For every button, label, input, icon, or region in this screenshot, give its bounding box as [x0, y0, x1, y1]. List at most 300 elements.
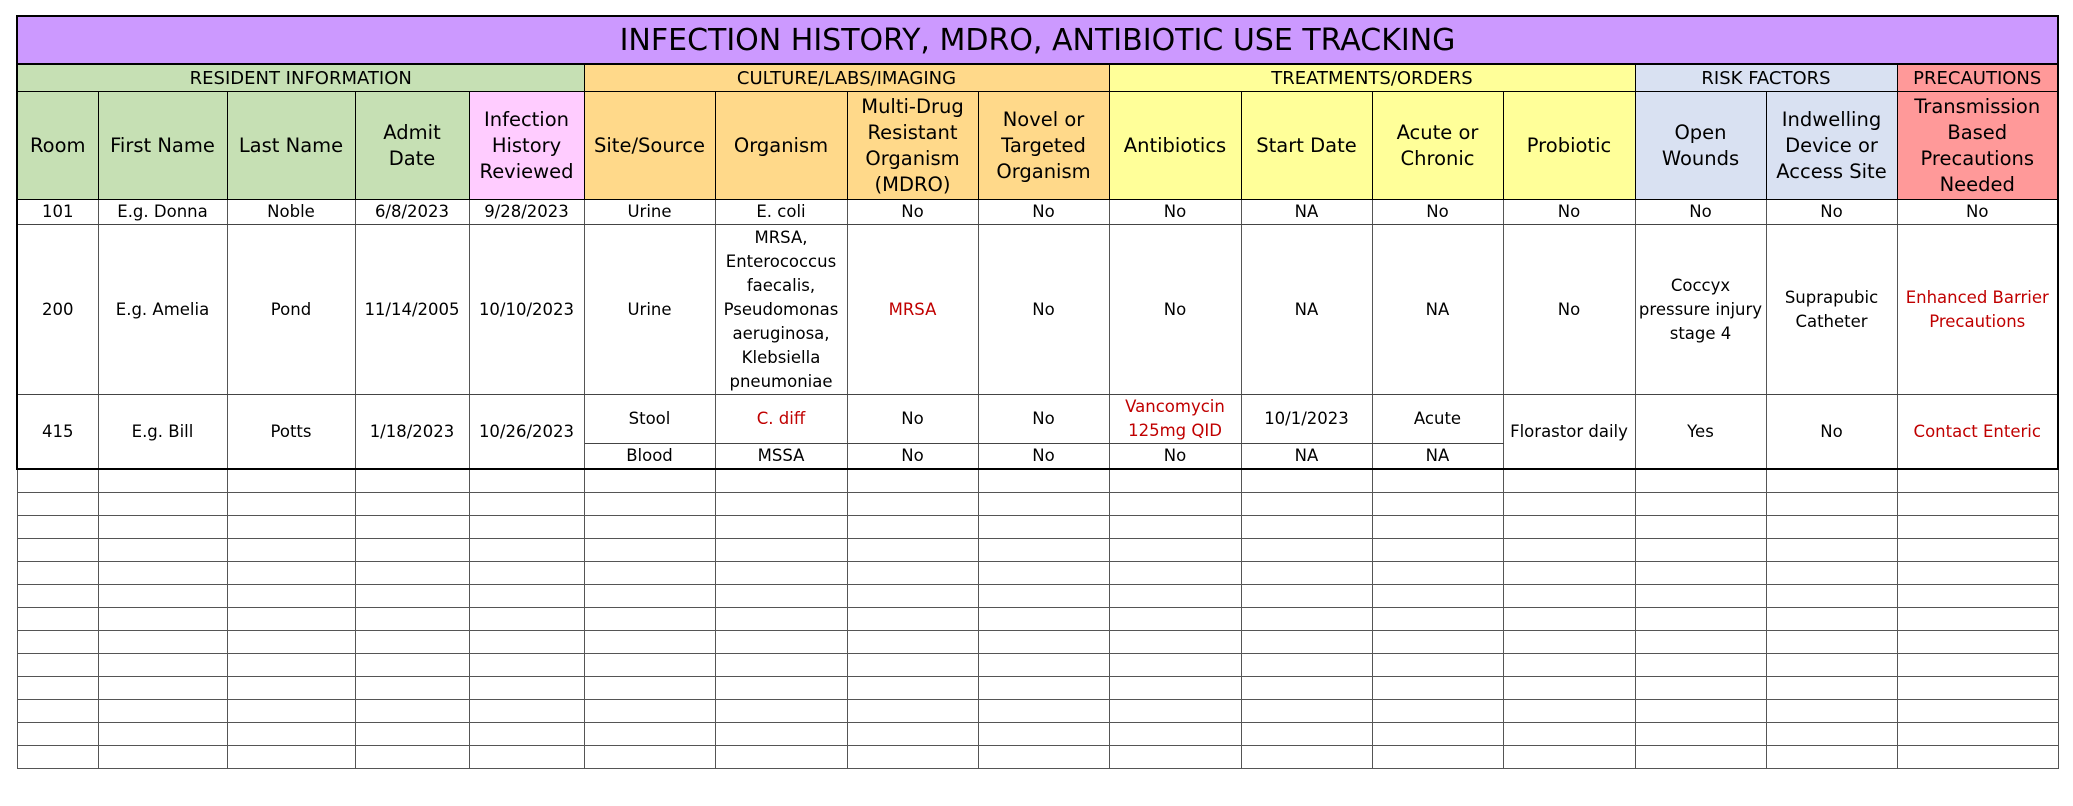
empty-cell[interactable]	[584, 516, 715, 539]
empty-cell[interactable]	[1635, 700, 1766, 723]
empty-cell[interactable]	[227, 700, 355, 723]
col-header-infection-history: Infection History Reviewed	[469, 92, 584, 200]
empty-cell[interactable]	[1897, 746, 2058, 769]
empty-cell[interactable]	[978, 516, 1109, 539]
empty-cell[interactable]	[355, 677, 469, 700]
empty-cell[interactable]	[1897, 469, 2058, 493]
empty-cell[interactable]	[1503, 654, 1635, 677]
cell-infection-history[interactable]: 10/26/2023	[469, 395, 584, 470]
col-header-organism: Organism	[715, 92, 847, 200]
col-header-site-source: Site/Source	[584, 92, 715, 200]
empty-cell[interactable]	[1241, 539, 1372, 562]
empty-row	[17, 608, 2058, 631]
empty-cell[interactable]	[1109, 608, 1241, 631]
empty-cell[interactable]	[227, 677, 355, 700]
empty-cell[interactable]	[1766, 631, 1897, 654]
empty-cell[interactable]	[227, 469, 355, 493]
empty-cell[interactable]	[1897, 608, 2058, 631]
empty-cell[interactable]	[17, 746, 98, 769]
empty-cell[interactable]	[1635, 469, 1766, 493]
empty-cell[interactable]	[98, 562, 227, 585]
cell-indwelling-device[interactable]: No	[1766, 395, 1897, 470]
cell-start-date[interactable]: NA	[1241, 200, 1372, 225]
empty-cell[interactable]	[978, 539, 1109, 562]
empty-cell[interactable]	[978, 562, 1109, 585]
empty-cell[interactable]	[469, 539, 584, 562]
cell-novel-organism[interactable]: No	[978, 444, 1109, 470]
empty-cell[interactable]	[584, 654, 715, 677]
empty-cell[interactable]	[978, 469, 1109, 493]
empty-cell[interactable]	[1897, 654, 2058, 677]
empty-cell[interactable]	[17, 585, 98, 608]
empty-cell[interactable]	[227, 654, 355, 677]
cell-first-name[interactable]: E.g. Amelia	[98, 225, 227, 395]
cell-admit-date[interactable]: 11/14/2005	[355, 225, 469, 395]
empty-cell[interactable]	[17, 516, 98, 539]
cell-infection-history[interactable]: 10/10/2023	[469, 225, 584, 395]
cell-novel-organism[interactable]: No	[978, 395, 1109, 444]
empty-cell[interactable]	[1635, 654, 1766, 677]
col-header-room: Room	[17, 92, 98, 200]
empty-cell[interactable]	[227, 516, 355, 539]
cell-probiotic[interactable]: No	[1503, 200, 1635, 225]
empty-row	[17, 585, 2058, 608]
empty-cell[interactable]	[1372, 539, 1503, 562]
empty-cell[interactable]	[1109, 539, 1241, 562]
empty-cell[interactable]	[1372, 746, 1503, 769]
col-header-transmission-precautions: Transmission Based Precautions Needed	[1897, 92, 2058, 200]
empty-cell[interactable]	[17, 700, 98, 723]
empty-cell[interactable]	[1897, 516, 2058, 539]
cell-mdro[interactable]: No	[847, 444, 978, 470]
empty-cell[interactable]	[1635, 631, 1766, 654]
empty-cell[interactable]	[355, 585, 469, 608]
col-header-indwelling-device: Indwelling Device or Access Site	[1766, 92, 1897, 200]
empty-cell[interactable]	[17, 493, 98, 516]
empty-cell[interactable]	[847, 723, 978, 746]
cell-mdro[interactable]: No	[847, 200, 978, 225]
cell-antibiotics[interactable]: No	[1109, 444, 1241, 470]
empty-cell[interactable]	[1503, 631, 1635, 654]
empty-cell[interactable]	[1372, 469, 1503, 493]
empty-cell[interactable]	[1635, 539, 1766, 562]
empty-cell[interactable]	[469, 631, 584, 654]
empty-cell[interactable]	[1635, 562, 1766, 585]
empty-cell[interactable]	[584, 493, 715, 516]
empty-cell[interactable]	[1897, 539, 2058, 562]
cell-start-date[interactable]: NA	[1241, 225, 1372, 395]
empty-cell[interactable]	[1897, 562, 2058, 585]
cell-room[interactable]: 415	[17, 395, 98, 470]
group-treatments-orders: TREATMENTS/ORDERS	[1109, 64, 1635, 92]
empty-cell[interactable]	[715, 469, 847, 493]
empty-cell[interactable]	[469, 469, 584, 493]
empty-cell[interactable]	[847, 562, 978, 585]
empty-cell[interactable]	[847, 585, 978, 608]
empty-cell[interactable]	[1766, 700, 1897, 723]
empty-cell[interactable]	[1503, 539, 1635, 562]
cell-infection-history[interactable]: 9/28/2023	[469, 200, 584, 225]
empty-cell[interactable]	[1372, 562, 1503, 585]
empty-cell[interactable]	[469, 700, 584, 723]
cell-open-wounds[interactable]: Coccyx pressure injury stage 4	[1635, 225, 1766, 395]
empty-cell[interactable]	[1635, 493, 1766, 516]
empty-cell[interactable]	[1635, 585, 1766, 608]
cell-room[interactable]: 200	[17, 225, 98, 395]
empty-cell[interactable]	[1503, 608, 1635, 631]
cell-last-name[interactable]: Pond	[227, 225, 355, 395]
empty-cell[interactable]	[1109, 700, 1241, 723]
empty-cell[interactable]	[1109, 562, 1241, 585]
empty-cell[interactable]	[1503, 516, 1635, 539]
empty-cell[interactable]	[1503, 469, 1635, 493]
empty-cell[interactable]	[715, 493, 847, 516]
empty-cell[interactable]	[1109, 677, 1241, 700]
empty-cell[interactable]	[1109, 516, 1241, 539]
empty-cell[interactable]	[1635, 723, 1766, 746]
cell-open-wounds[interactable]: Yes	[1635, 395, 1766, 470]
empty-cell[interactable]	[1503, 746, 1635, 769]
cell-start-date[interactable]: 10/1/2023	[1241, 395, 1372, 444]
group-risk-factors: RISK FACTORS	[1635, 64, 1897, 92]
empty-cell[interactable]	[227, 562, 355, 585]
empty-cell[interactable]	[1241, 654, 1372, 677]
col-header-novel-organism: Novel or Targeted Organism	[978, 92, 1109, 200]
empty-cell[interactable]	[1372, 608, 1503, 631]
empty-row	[17, 654, 2058, 677]
empty-cell[interactable]	[469, 746, 584, 769]
empty-cell[interactable]	[584, 469, 715, 493]
cell-site-source[interactable]: Stool	[584, 395, 715, 444]
empty-cell[interactable]	[17, 608, 98, 631]
cell-probiotic[interactable]: Florastor daily	[1503, 395, 1635, 470]
cell-admit-date[interactable]: 6/8/2023	[355, 200, 469, 225]
empty-cell[interactable]	[847, 493, 978, 516]
cell-site-source[interactable]: Blood	[584, 444, 715, 470]
empty-cell[interactable]	[1766, 723, 1897, 746]
empty-cell[interactable]	[17, 562, 98, 585]
empty-row	[17, 631, 2058, 654]
cell-site-source[interactable]: Urine	[584, 200, 715, 225]
col-header-acute-chronic: Acute or Chronic	[1372, 92, 1503, 200]
cell-indwelling-device[interactable]: Suprapubic Catheter	[1766, 225, 1897, 395]
empty-cell[interactable]	[978, 654, 1109, 677]
empty-cell[interactable]	[355, 700, 469, 723]
empty-cell[interactable]	[715, 654, 847, 677]
empty-cell[interactable]	[1241, 677, 1372, 700]
empty-cell[interactable]	[978, 700, 1109, 723]
empty-row	[17, 539, 2058, 562]
empty-cell[interactable]	[1109, 585, 1241, 608]
empty-cell[interactable]	[98, 700, 227, 723]
cell-organism[interactable]: MSSA	[715, 444, 847, 470]
col-header-mdro: Multi-Drug Resistant Organism (MDRO)	[847, 92, 978, 200]
empty-cell[interactable]	[1766, 677, 1897, 700]
empty-cell[interactable]	[227, 631, 355, 654]
cell-last-name[interactable]: Noble	[227, 200, 355, 225]
empty-cell[interactable]	[227, 608, 355, 631]
empty-cell[interactable]	[355, 493, 469, 516]
empty-cell[interactable]	[1372, 654, 1503, 677]
empty-cell[interactable]	[978, 723, 1109, 746]
cell-start-date[interactable]: NA	[1241, 444, 1372, 470]
empty-cell[interactable]	[469, 608, 584, 631]
empty-cell[interactable]	[978, 746, 1109, 769]
empty-cell[interactable]	[355, 654, 469, 677]
empty-cell[interactable]	[1372, 516, 1503, 539]
empty-cell[interactable]	[1109, 723, 1241, 746]
empty-cell[interactable]	[584, 562, 715, 585]
group-culture-labs-imaging: CULTURE/LABS/IMAGING	[584, 64, 1109, 92]
sheet-title: INFECTION HISTORY, MDRO, ANTIBIOTIC USE TRACKING	[17, 16, 2058, 64]
empty-row	[17, 746, 2058, 769]
empty-cell[interactable]	[1503, 493, 1635, 516]
empty-cell[interactable]	[469, 723, 584, 746]
empty-cell[interactable]	[715, 746, 847, 769]
empty-cell[interactable]	[1241, 746, 1372, 769]
empty-cell[interactable]	[1897, 723, 2058, 746]
empty-cell[interactable]	[17, 539, 98, 562]
cell-mdro[interactable]: No	[847, 395, 978, 444]
empty-cell[interactable]	[227, 539, 355, 562]
empty-cell[interactable]	[17, 677, 98, 700]
empty-cell[interactable]	[1503, 562, 1635, 585]
cell-indwelling-device[interactable]: No	[1766, 200, 1897, 225]
empty-cell[interactable]	[1766, 654, 1897, 677]
empty-cell[interactable]	[978, 493, 1109, 516]
empty-cell[interactable]	[355, 723, 469, 746]
empty-cell[interactable]	[98, 539, 227, 562]
empty-cell[interactable]	[1372, 631, 1503, 654]
empty-cell[interactable]	[1766, 493, 1897, 516]
empty-cell[interactable]	[584, 677, 715, 700]
empty-rows	[17, 469, 2058, 769]
cell-organism[interactable]: C. diff	[715, 395, 847, 444]
empty-cell[interactable]	[1241, 493, 1372, 516]
empty-cell[interactable]	[98, 677, 227, 700]
empty-cell[interactable]	[469, 562, 584, 585]
empty-cell[interactable]	[355, 608, 469, 631]
group-resident-information: RESIDENT INFORMATION	[17, 64, 584, 92]
empty-cell[interactable]	[1241, 700, 1372, 723]
empty-cell[interactable]	[98, 493, 227, 516]
empty-cell[interactable]	[1897, 585, 2058, 608]
empty-cell[interactable]	[98, 469, 227, 493]
col-header-admit-date: Admit Date	[355, 92, 469, 200]
cell-probiotic[interactable]: No	[1503, 225, 1635, 395]
cell-organism[interactable]: MRSA, Enterococcus faecalis, Pseudomonas aeruginosa, Klebsiella pneumoniae	[715, 225, 847, 395]
cell-antibiotics[interactable]: No	[1109, 225, 1241, 395]
cell-novel-organism[interactable]: No	[978, 225, 1109, 395]
col-header-last-name: Last Name	[227, 92, 355, 200]
empty-cell[interactable]	[715, 585, 847, 608]
empty-cell[interactable]	[98, 585, 227, 608]
cell-open-wounds[interactable]: No	[1635, 200, 1766, 225]
empty-cell[interactable]	[1109, 469, 1241, 493]
empty-cell[interactable]	[715, 539, 847, 562]
empty-cell[interactable]	[1635, 677, 1766, 700]
empty-cell[interactable]	[1635, 608, 1766, 631]
empty-row	[17, 677, 2058, 700]
col-header-antibiotics: Antibiotics	[1109, 92, 1241, 200]
empty-cell[interactable]	[1897, 631, 2058, 654]
empty-cell[interactable]	[227, 723, 355, 746]
cell-first-name[interactable]: E.g. Bill	[98, 395, 227, 470]
empty-cell[interactable]	[98, 608, 227, 631]
empty-cell[interactable]	[1241, 562, 1372, 585]
cell-first-name[interactable]: E.g. Donna	[98, 200, 227, 225]
empty-row	[17, 562, 2058, 585]
empty-cell[interactable]	[584, 723, 715, 746]
cell-organism[interactable]: E. coli	[715, 200, 847, 225]
cell-acute-chronic[interactable]: No	[1372, 200, 1503, 225]
empty-cell[interactable]	[98, 723, 227, 746]
empty-cell[interactable]	[355, 469, 469, 493]
empty-cell[interactable]	[847, 746, 978, 769]
empty-cell[interactable]	[1241, 469, 1372, 493]
cell-last-name[interactable]: Potts	[227, 395, 355, 470]
col-header-start-date: Start Date	[1241, 92, 1372, 200]
cell-acute-chronic[interactable]: Acute	[1372, 395, 1503, 444]
empty-cell[interactable]	[469, 493, 584, 516]
empty-cell[interactable]	[1109, 654, 1241, 677]
group-precautions: PRECAUTIONS	[1897, 64, 2058, 92]
empty-cell[interactable]	[1372, 700, 1503, 723]
empty-cell[interactable]	[1241, 608, 1372, 631]
empty-cell[interactable]	[17, 631, 98, 654]
col-header-first-name: First Name	[98, 92, 227, 200]
empty-cell[interactable]	[715, 608, 847, 631]
empty-cell[interactable]	[355, 516, 469, 539]
empty-cell[interactable]	[715, 723, 847, 746]
empty-cell[interactable]	[847, 608, 978, 631]
cell-room[interactable]: 101	[17, 200, 98, 225]
empty-cell[interactable]	[584, 585, 715, 608]
empty-cell[interactable]	[847, 631, 978, 654]
tracking-sheet	[16, 15, 2059, 769]
empty-cell[interactable]	[1241, 516, 1372, 539]
empty-row	[17, 700, 2058, 723]
cell-site-source[interactable]: Urine	[584, 225, 715, 395]
cell-transmission-precautions[interactable]: No	[1897, 200, 2058, 225]
empty-cell[interactable]	[98, 654, 227, 677]
cell-admit-date[interactable]: 1/18/2023	[355, 395, 469, 470]
empty-row	[17, 516, 2058, 539]
empty-cell[interactable]	[355, 562, 469, 585]
empty-cell[interactable]	[1109, 631, 1241, 654]
empty-cell[interactable]	[17, 469, 98, 493]
empty-cell[interactable]	[847, 516, 978, 539]
col-header-open-wounds: Open Wounds	[1635, 92, 1766, 200]
empty-cell[interactable]	[847, 469, 978, 493]
empty-cell[interactable]	[584, 700, 715, 723]
empty-cell[interactable]	[98, 516, 227, 539]
empty-cell[interactable]	[1372, 493, 1503, 516]
empty-cell[interactable]	[1766, 585, 1897, 608]
empty-cell[interactable]	[1372, 585, 1503, 608]
empty-cell[interactable]	[1897, 677, 2058, 700]
empty-cell[interactable]	[1241, 585, 1372, 608]
empty-row	[17, 723, 2058, 746]
cell-antibiotics[interactable]: Vancomycin 125mg QID	[1109, 395, 1241, 444]
empty-cell[interactable]	[978, 608, 1109, 631]
empty-cell[interactable]	[1766, 562, 1897, 585]
empty-cell[interactable]	[715, 700, 847, 723]
empty-cell[interactable]	[1241, 723, 1372, 746]
empty-cell[interactable]	[1635, 746, 1766, 769]
col-header-probiotic: Probiotic	[1503, 92, 1635, 200]
empty-cell[interactable]	[584, 631, 715, 654]
empty-cell[interactable]	[1503, 677, 1635, 700]
cell-novel-organism[interactable]: No	[978, 200, 1109, 225]
empty-cell[interactable]	[584, 608, 715, 631]
empty-cell[interactable]	[1109, 746, 1241, 769]
empty-cell[interactable]	[1109, 493, 1241, 516]
empty-cell[interactable]	[355, 746, 469, 769]
cell-acute-chronic[interactable]: NA	[1372, 225, 1503, 395]
empty-cell[interactable]	[469, 585, 584, 608]
cell-transmission-precautions[interactable]: Contact Enteric	[1897, 395, 2058, 470]
empty-cell[interactable]	[355, 539, 469, 562]
empty-cell[interactable]	[1766, 746, 1897, 769]
empty-cell[interactable]	[1372, 677, 1503, 700]
empty-cell[interactable]	[1766, 539, 1897, 562]
empty-cell[interactable]	[1503, 585, 1635, 608]
empty-cell[interactable]	[978, 631, 1109, 654]
empty-cell[interactable]	[227, 585, 355, 608]
empty-cell[interactable]	[1241, 631, 1372, 654]
empty-cell[interactable]	[715, 631, 847, 654]
empty-cell[interactable]	[847, 654, 978, 677]
empty-cell[interactable]	[355, 631, 469, 654]
empty-cell[interactable]	[847, 677, 978, 700]
empty-row	[17, 469, 2058, 493]
empty-cell[interactable]	[584, 539, 715, 562]
empty-cell[interactable]	[1897, 700, 2058, 723]
cell-acute-chronic[interactable]: NA	[1372, 444, 1503, 470]
empty-cell[interactable]	[584, 746, 715, 769]
empty-cell[interactable]	[1503, 700, 1635, 723]
empty-cell[interactable]	[469, 654, 584, 677]
cell-mdro[interactable]: MRSA	[847, 225, 978, 395]
empty-cell[interactable]	[1766, 516, 1897, 539]
empty-cell[interactable]	[98, 746, 227, 769]
empty-cell[interactable]	[17, 654, 98, 677]
empty-cell[interactable]	[978, 585, 1109, 608]
empty-cell[interactable]	[98, 631, 227, 654]
empty-cell[interactable]	[978, 677, 1109, 700]
empty-cell[interactable]	[1503, 723, 1635, 746]
cell-antibiotics[interactable]: No	[1109, 200, 1241, 225]
empty-cell[interactable]	[227, 746, 355, 769]
empty-cell[interactable]	[469, 677, 584, 700]
cell-transmission-precautions[interactable]: Enhanced Barrier Precautions	[1897, 225, 2058, 395]
empty-cell[interactable]	[17, 723, 98, 746]
empty-cell[interactable]	[1766, 469, 1897, 493]
empty-cell[interactable]	[715, 677, 847, 700]
empty-cell[interactable]	[715, 516, 847, 539]
empty-row	[17, 493, 2058, 516]
empty-cell[interactable]	[469, 516, 584, 539]
empty-cell[interactable]	[227, 493, 355, 516]
empty-cell[interactable]	[1897, 493, 2058, 516]
empty-cell[interactable]	[1766, 608, 1897, 631]
empty-cell[interactable]	[715, 562, 847, 585]
empty-cell[interactable]	[847, 700, 978, 723]
empty-cell[interactable]	[1372, 723, 1503, 746]
empty-cell[interactable]	[1635, 516, 1766, 539]
empty-cell[interactable]	[847, 539, 978, 562]
